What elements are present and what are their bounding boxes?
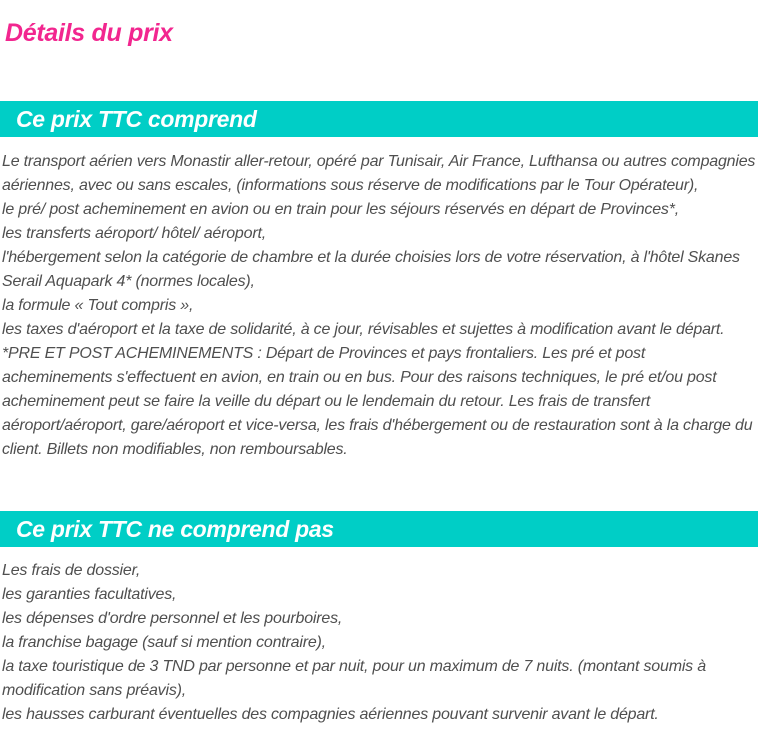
section-price-excludes [0,511,758,727]
included-item: Le transport aérien vers Monastir aller-retour, opéré par Tunisair, Air France, Lufthansa ou autres compagnies aériennes, avec ou sans escales, (informations sous réserve de modifications par le Tour Opérateur), [2,153,756,194]
excluded-item: la franchise bagage (sauf si mention contraire), [2,634,326,651]
included-item: les taxes d'aéroport et la taxe de solidarité, à ce jour, révisables et sujettes à modification avant le départ. [2,321,725,338]
price-includes-banner-label: Ce prix TTC comprend [16,106,257,132]
price-excludes-list [0,559,758,727]
price-includes-banner [0,101,758,137]
pre-post-acheminements-note: *PRE ET POST ACHEMINEMENTS : Départ de Provinces et pays frontaliers. Les pré et post acheminements s'effectuent en avion, en train ou en bus. Pour des raisons techniques, le pré et/ou post acheminement peut se faire la veille du départ ou le lendemain du retour. Les frais de transfert aéroport/aéroport, gare/aéroport et vice-versa, les frais d'hébergement ou de restauration sont à la charge du client. Billets non modifiables, non remboursables. [2,345,753,458]
included-item: la formule « Tout compris », [2,297,194,314]
price-excludes-banner-label: Ce prix TTC ne comprend pas [16,516,334,542]
price-details-page [0,20,758,755]
page-title: Détails du prix [5,19,173,47]
price-includes-list [0,150,758,462]
excluded-item: les garanties facultatives, [2,586,177,603]
price-excludes-banner [0,511,758,547]
excluded-item: les dépenses d'ordre personnel et les pourboires, [2,610,343,627]
included-item: l'hébergement selon la catégorie de chambre et la durée choisies lors de votre réservation, à l'hôtel Skanes Serail Aquapark 4* (normes locales), [2,249,740,290]
included-item: les transferts aéroport/ hôtel/ aéroport, [2,225,266,242]
excluded-item: la taxe touristique de 3 TND par personne et par nuit, pour un maximum de 7 nuits. (montant soumis à modification sans préavis), [2,658,706,699]
excluded-item: les hausses carburant éventuelles des compagnies aériennes pouvant survenir avant le départ. [2,706,659,723]
included-item: le pré/ post acheminement en avion ou en train pour les séjours réservés en départ de Provinces*, [2,201,679,218]
excluded-item: Les frais de dossier, [2,562,141,579]
section-price-includes [0,101,758,462]
